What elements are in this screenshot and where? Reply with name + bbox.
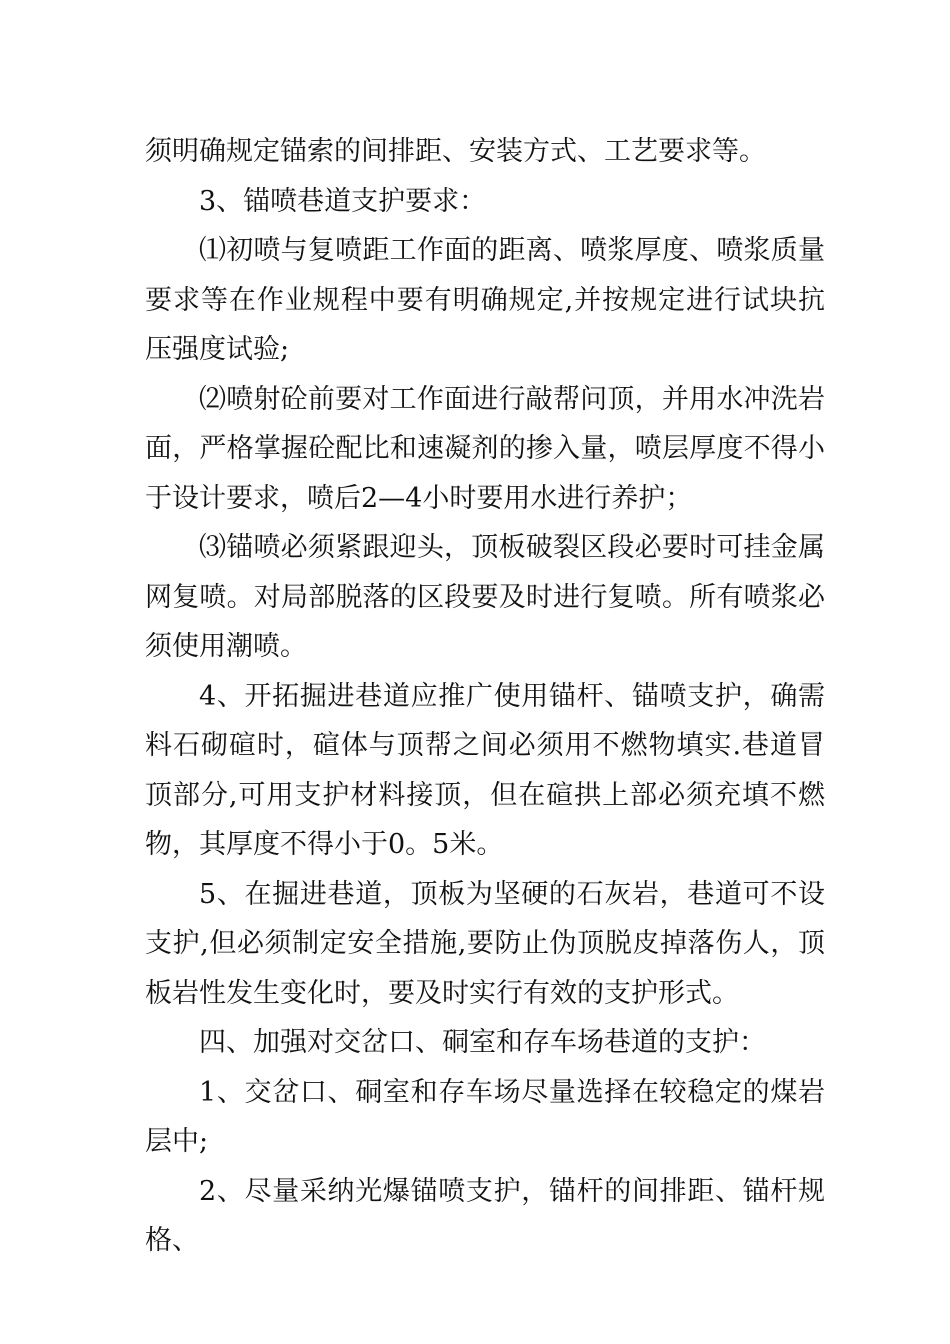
paragraph-shotcrete-heading: 3、锚喷巷道支护要求： (199, 185, 487, 217)
paragraph-item-3: ⑶锚喷必须紧跟迎头，顶板破裂区段必要时可挂金属网复喷。对局部脱落的区段要及时进行复喷。所有喷浆必须使用潮喷。 (145, 532, 825, 662)
paragraph-section-5: 5、在掘进巷道，顶板为坚硬的石灰岩，巷道可不设支护,但必须制定安全措施,要防止伪顶脱皮掉落伤人，顶板岩性发生变化时，要及时实行有效的支护形式。 (145, 878, 825, 1009)
paragraph-subsection-2: 2、尽量采纳光爆锚喷支护，锚杆的间排距、锚杆规格、 (145, 1175, 825, 1256)
paragraph-section-4: 4、开拓掘进巷道应推广使用锚杆、锚喷支护，确需料石砌碹时，碹体与顶帮之间必须用不燃物填实.巷道冒顶部分,可用支护材料接顶，但在碹拱上部必须充填不燃物，其厚度不得小于0。5米。 (145, 680, 825, 860)
paragraph-anchor-cable-continuation: 须明确规定锚索的间排距、安装方式、工艺要求等。 (145, 136, 766, 167)
document-body (145, 127, 825, 1266)
paragraph-item-2: ⑵喷射砼前要对工作面进行敲帮问顶，并用水冲洗岩面，严格掌握砼配比和速凝剂的掺入量，喷层厚度不得小于设计要求，喷后2—4小时要用水进行养护； (145, 383, 825, 514)
paragraph-chapter-4-heading: 四、加强对交岔口、硐室和存车场巷道的支护： (199, 1027, 766, 1058)
paragraph-subsection-1: 1、交岔口、硐室和存车场尽量选择在较稳定的煤岩层中; (145, 1076, 825, 1157)
paragraph-item-1: ⑴初喷与复喷距工作面的距离、喷浆厚度、喷浆质量要求等在作业规程中要有明确规定,并按规定进行试块抗压强度试验; (145, 235, 825, 365)
